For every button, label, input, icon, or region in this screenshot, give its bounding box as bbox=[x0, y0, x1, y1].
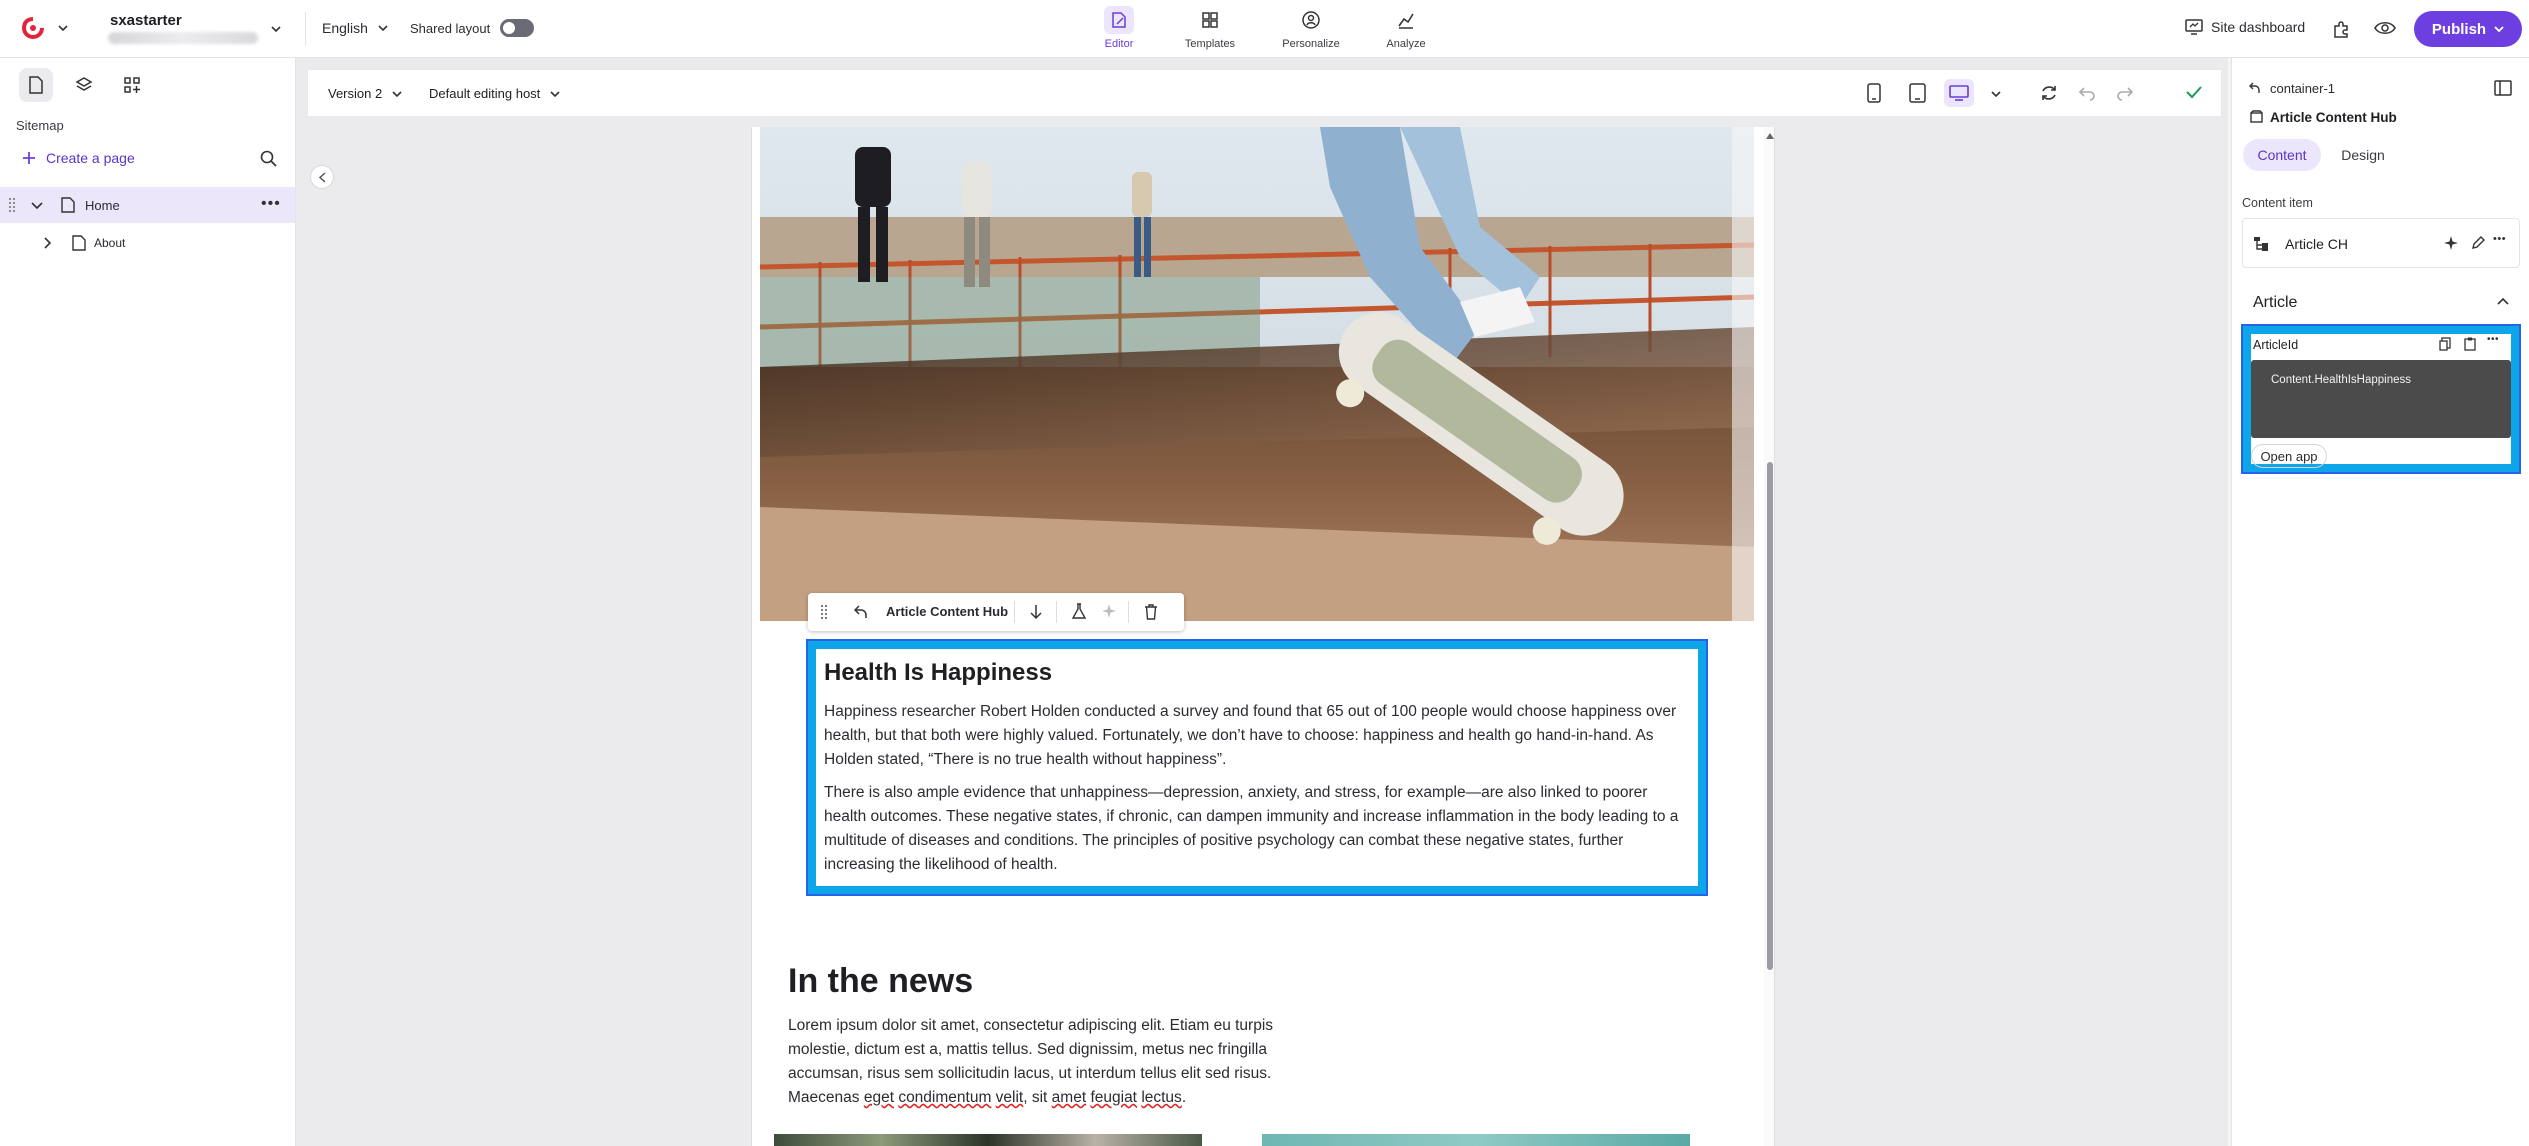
nav-personalize-label: Personalize bbox=[1282, 38, 1340, 50]
plus-icon bbox=[22, 151, 36, 165]
collapse-sidebar-button[interactable] bbox=[310, 165, 334, 189]
redo-button[interactable] bbox=[2116, 85, 2134, 101]
chevron-down-icon bbox=[2494, 26, 2504, 32]
news-image bbox=[1262, 1134, 1690, 1146]
misspelled-word: lectus bbox=[1141, 1089, 1182, 1106]
content-item-card[interactable] bbox=[2242, 218, 2520, 268]
edit-icon[interactable] bbox=[2471, 236, 2485, 250]
misspelled-word: amet bbox=[1051, 1089, 1087, 1106]
nav-analyze[interactable] bbox=[1366, 6, 1446, 52]
nav-editor[interactable] bbox=[1079, 6, 1159, 52]
language-selector[interactable] bbox=[322, 20, 388, 36]
undo-button[interactable] bbox=[2078, 85, 2096, 101]
page-icon bbox=[72, 235, 86, 251]
drag-handle-icon[interactable] bbox=[8, 197, 16, 213]
shared-layout-control bbox=[410, 19, 534, 37]
misspelled-word: eget bbox=[863, 1089, 894, 1106]
sparkle-icon[interactable] bbox=[1102, 604, 1116, 618]
tab-design-label: Design bbox=[2341, 147, 2385, 163]
tab-content[interactable] bbox=[2243, 139, 2321, 171]
right-panel bbox=[2231, 58, 2529, 1146]
site-dashboard-label: Site dashboard bbox=[2211, 19, 2306, 35]
news-body-text: . bbox=[1181, 1089, 1187, 1106]
top-bar bbox=[0, 0, 2529, 58]
editing-host-label: Default editing host bbox=[429, 86, 541, 101]
flask-icon[interactable] bbox=[1072, 603, 1086, 620]
nav-editor-label: Editor bbox=[1104, 38, 1134, 50]
component-icon bbox=[2250, 110, 2263, 123]
chevron-left-icon bbox=[319, 172, 326, 183]
article-paragraph: There is also ample evidence that unhappiness—depression, anxiety, and stress, for example—are also linked to poorer health outcomes. These negative states, if chronic, can dampen immunity and increase inflammation in the body leading to a multitude of diseases and conditions. The principles of positive psychology can combat these negative states, further increasing the likelihood of health. bbox=[824, 784, 1679, 873]
content-item-label: Content item bbox=[2242, 196, 2313, 210]
desktop-icon bbox=[1949, 85, 1969, 101]
field-label: ArticleId bbox=[2253, 338, 2299, 352]
tree-item-home[interactable] bbox=[0, 187, 295, 223]
tree-item-label: About bbox=[94, 236, 126, 250]
more-options-icon[interactable]: ••• bbox=[2493, 233, 2507, 245]
left-sidebar bbox=[0, 58, 296, 1146]
mobile-icon bbox=[1867, 83, 1881, 103]
chevron-down-icon[interactable] bbox=[31, 202, 43, 209]
search-icon bbox=[260, 150, 277, 167]
nav-templates-label: Templates bbox=[1184, 38, 1236, 50]
news-body bbox=[788, 1014, 1308, 1110]
redo-icon bbox=[2116, 85, 2134, 101]
chevron-down-icon bbox=[58, 25, 68, 31]
divider bbox=[1056, 601, 1057, 623]
misspelled-word: velit bbox=[995, 1089, 1024, 1106]
editing-host-selector[interactable] bbox=[429, 86, 560, 101]
shared-layout-toggle[interactable] bbox=[500, 19, 534, 37]
misspelled-word: condimentum bbox=[898, 1089, 992, 1106]
article-id-field-block bbox=[2243, 326, 2519, 472]
saved-status-button[interactable] bbox=[2185, 85, 2203, 99]
panel-toggle-icon[interactable] bbox=[2494, 80, 2512, 96]
dashboard-icon bbox=[2185, 19, 2203, 35]
chevron-down-icon bbox=[392, 91, 402, 97]
component-name: Article Content Hub bbox=[2270, 110, 2397, 125]
scrollbar-thumb[interactable] bbox=[1767, 462, 1773, 970]
editor-icon bbox=[1104, 6, 1134, 34]
device-tablet-button[interactable] bbox=[1909, 83, 1926, 103]
components-icon bbox=[123, 76, 141, 94]
hero-image bbox=[760, 127, 1754, 621]
create-page-label: Create a page bbox=[46, 150, 135, 166]
preview-button[interactable] bbox=[2374, 19, 2396, 37]
create-page-button[interactable] bbox=[22, 150, 135, 166]
search-button[interactable] bbox=[260, 150, 277, 167]
misspelled-word: feugiat bbox=[1090, 1089, 1137, 1106]
publish-button[interactable] bbox=[2414, 11, 2522, 47]
app-switcher[interactable] bbox=[22, 17, 68, 39]
site-selector[interactable] bbox=[94, 8, 290, 50]
page-scrollbar[interactable] bbox=[1764, 127, 1775, 1146]
device-mobile-button[interactable] bbox=[1867, 83, 1881, 103]
scroll-up-icon[interactable] bbox=[1766, 133, 1774, 139]
tree-structure-icon bbox=[2253, 236, 2269, 252]
news-body-text: , sit bbox=[1023, 1089, 1052, 1106]
more-options-icon[interactable]: ••• bbox=[2487, 334, 2500, 345]
breadcrumb[interactable]: container-1 bbox=[2270, 81, 2336, 96]
device-desktop-button[interactable] bbox=[1944, 79, 1974, 107]
tablet-icon bbox=[1909, 83, 1926, 103]
open-app-button[interactable] bbox=[2251, 444, 2327, 468]
field-value: Content.HealthIsHappiness bbox=[2271, 374, 2411, 386]
site-name: sxastarter bbox=[110, 12, 182, 29]
select-parent-icon[interactable] bbox=[2249, 82, 2261, 94]
extensions-button[interactable] bbox=[2331, 18, 2353, 40]
component-name: Article Content Hub bbox=[886, 604, 1009, 619]
content-item-name: Article CH bbox=[2285, 236, 2349, 252]
copy-icon[interactable] bbox=[2439, 337, 2451, 351]
page-preview bbox=[751, 127, 1775, 1146]
personalize-icon bbox=[1296, 6, 1326, 34]
puzzle-icon bbox=[2331, 18, 2353, 40]
chevron-up-icon[interactable] bbox=[2497, 298, 2509, 305]
chevron-down-icon bbox=[378, 25, 388, 31]
undo-icon bbox=[2078, 85, 2096, 101]
tree-item-about[interactable] bbox=[0, 225, 295, 261]
publish-label: Publish bbox=[2431, 20, 2487, 38]
tab-design[interactable] bbox=[2328, 139, 2398, 171]
select-parent-icon[interactable] bbox=[854, 605, 868, 619]
section-title: Article bbox=[2253, 294, 2298, 311]
tree-item-label: Home bbox=[85, 198, 120, 213]
chevron-right-icon[interactable] bbox=[44, 237, 51, 249]
divider bbox=[305, 12, 306, 46]
drag-handle-icon[interactable] bbox=[820, 604, 828, 620]
templates-icon bbox=[1195, 6, 1225, 34]
version-selector[interactable] bbox=[328, 86, 402, 101]
refresh-icon bbox=[2040, 84, 2058, 102]
delete-icon[interactable] bbox=[1144, 603, 1158, 620]
divider bbox=[1128, 601, 1129, 623]
chevron-down-icon bbox=[550, 91, 560, 97]
divider bbox=[1014, 601, 1015, 623]
layers-icon bbox=[75, 76, 93, 94]
news-image bbox=[774, 1134, 1202, 1146]
tab-content-label: Content bbox=[2257, 147, 2307, 163]
move-down-icon[interactable] bbox=[1030, 604, 1042, 620]
article-id-textarea[interactable] bbox=[2251, 360, 2511, 438]
article-component[interactable] bbox=[808, 641, 1706, 894]
blurred-site-host bbox=[108, 32, 258, 44]
version-label: Version 2 bbox=[328, 86, 383, 101]
page-icon bbox=[61, 197, 75, 213]
chevron-down-icon bbox=[271, 26, 281, 32]
analyze-icon bbox=[1391, 6, 1421, 34]
layers-tab[interactable] bbox=[67, 68, 101, 102]
clipboard-icon[interactable] bbox=[2464, 337, 2476, 351]
article-title: Health Is Happiness bbox=[824, 659, 1053, 686]
checkmark-icon bbox=[2185, 85, 2203, 99]
nav-personalize[interactable] bbox=[1271, 6, 1351, 52]
news-body-text: Lorem ipsum dolor sit amet, consectetur adipiscing elit. Etiam eu turpis molestie, dictum est a, mattis tellus. Sed dignissim, metus nec fringilla accumsan, risus sem sollicitudin lacus, ut interdum tellus elit sed risus. Maecenas bbox=[788, 1017, 1274, 1106]
shared-layout-label: Shared layout bbox=[410, 20, 491, 36]
more-options-icon[interactable]: ••• bbox=[261, 195, 281, 212]
sitemap-title: Sitemap bbox=[16, 118, 64, 133]
device-menu-button[interactable] bbox=[1991, 91, 2001, 97]
language-label: English bbox=[322, 20, 368, 36]
components-tab[interactable] bbox=[115, 68, 149, 102]
open-app-label: Open app bbox=[2260, 448, 2318, 464]
nav-analyze-label: Analyze bbox=[1386, 38, 1426, 50]
sitecore-logo-icon bbox=[22, 17, 44, 39]
news-title: In the news bbox=[788, 962, 974, 1000]
pages-tab[interactable] bbox=[19, 68, 53, 102]
eye-icon bbox=[2374, 19, 2396, 37]
component-toolbar bbox=[808, 593, 1184, 631]
article-paragraph: Happiness researcher Robert Holden conducted a survey and found that 65 out of 100 people would choose happiness over health, but that both were highly valued. Fortunately, we don’t have to choose: happiness and health go hand-in-hand. As Holden stated, “There is no true health without happiness”. bbox=[824, 703, 1677, 768]
editor-toolbar bbox=[307, 69, 2222, 117]
nav-templates[interactable] bbox=[1170, 6, 1250, 52]
site-dashboard-link[interactable] bbox=[2185, 19, 2305, 35]
refresh-button[interactable] bbox=[2040, 84, 2058, 102]
sparkle-icon[interactable] bbox=[2444, 236, 2458, 250]
page-icon bbox=[28, 76, 44, 94]
chevron-down-icon bbox=[1991, 91, 2001, 97]
